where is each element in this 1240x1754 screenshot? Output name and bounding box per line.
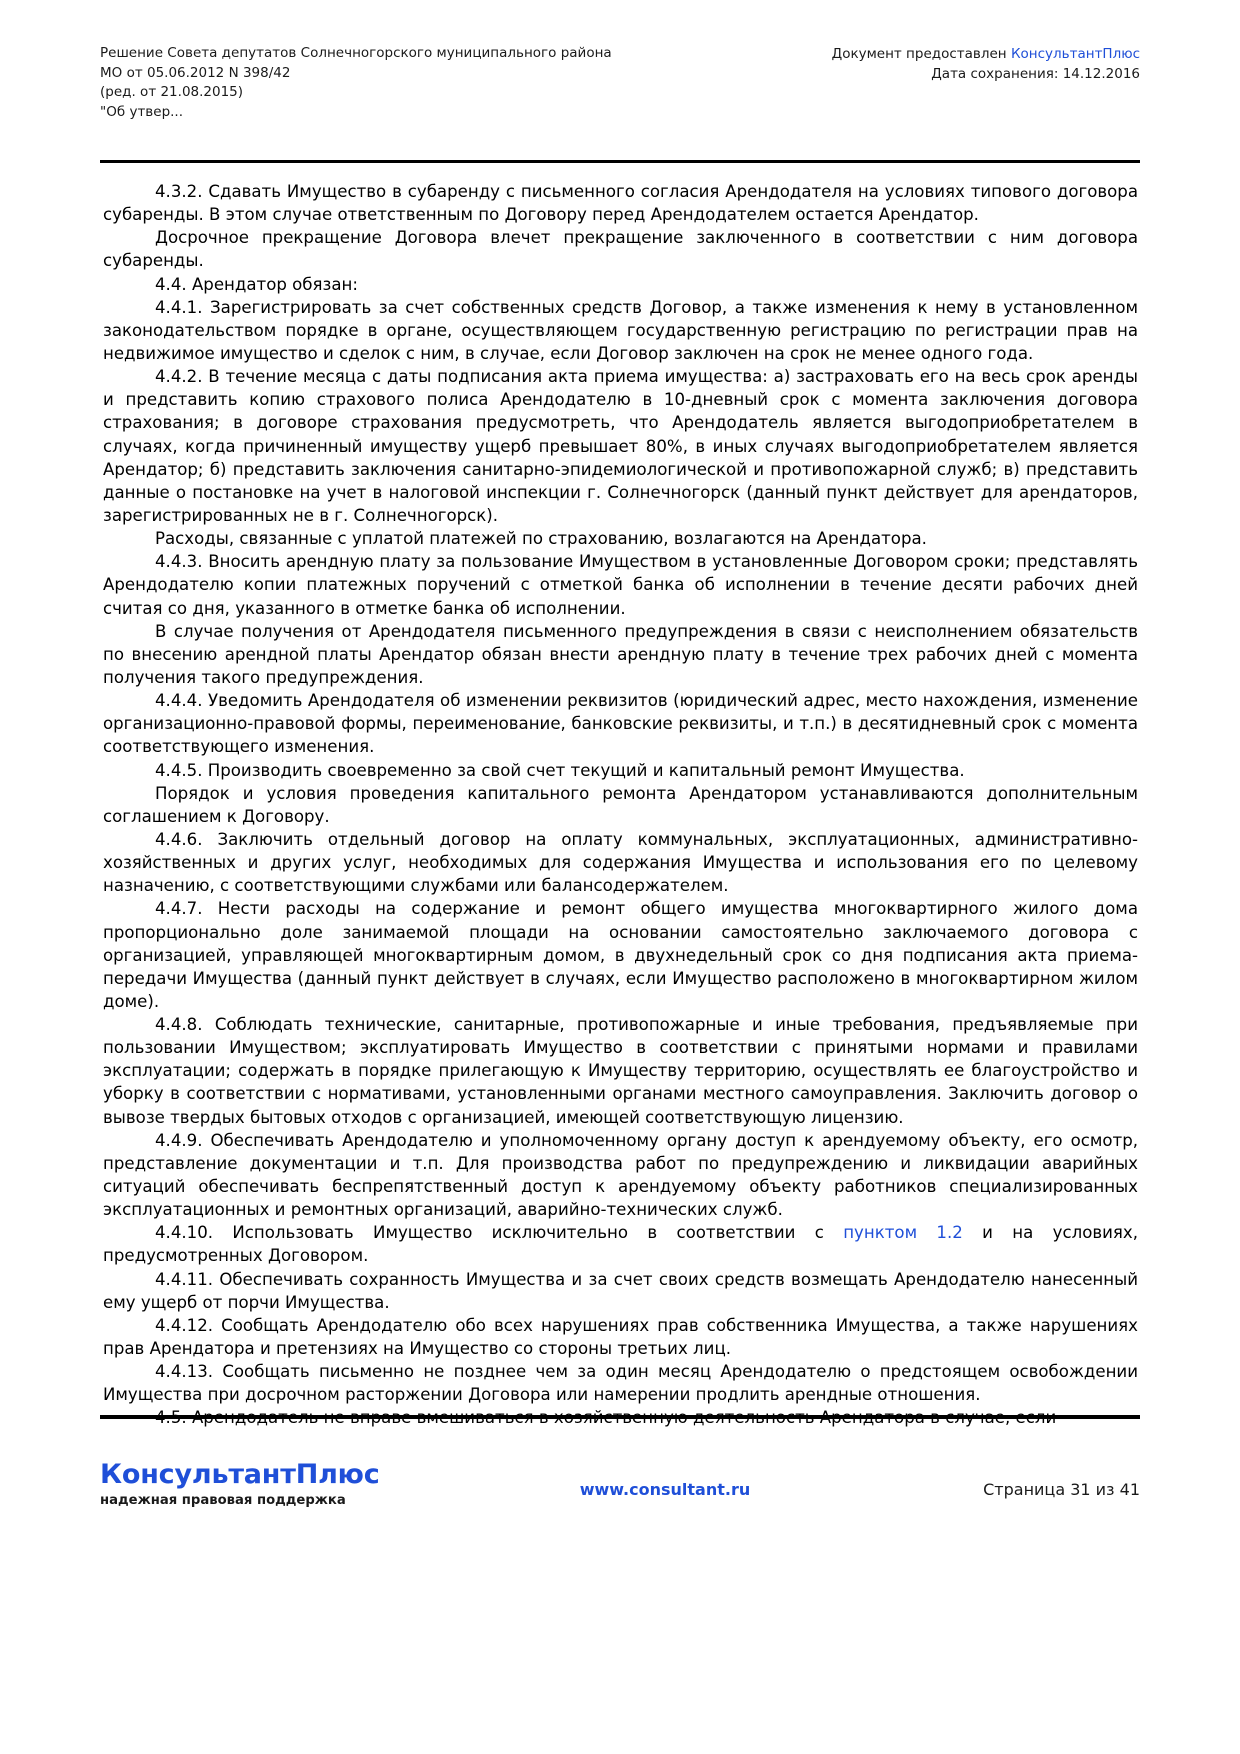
provided-by-block	[832, 44, 1140, 85]
paragraph-4-4-11: 4.4.11. Обеспечивать сохранность Имущества и за счет своих средств возмещать Арендодателю нанесенный ему ущерб от порчи Имущества.	[103, 1269, 1138, 1312]
footer-page-number: Страница 31 из 41	[983, 1480, 1140, 1499]
paragraph-v-sluchae: В случае получения от Арендодателя письменного предупреждения в связи с неисполнением обязательств по внесению арендной платы Арендатор обязан внести арендную плату в течение трех рабочих дней с момента получения такого предупреждения.	[103, 621, 1138, 687]
paragraph-4-4-4: 4.4.4. Уведомить Арендодателя об изменении реквизитов (юридический адрес, место нахождения, изменение организационно-правовой формы, переименование, банковские реквизиты, и т.п.) в десятидневный срок с момента соответствующего изменения.	[103, 691, 1138, 757]
paragraph-4-4-10	[103, 1221, 1138, 1267]
provided-by-line	[832, 44, 1140, 64]
footer-divider	[100, 1415, 1140, 1419]
link-punkt-1-2[interactable]: пунктом 1.2	[843, 1223, 963, 1243]
paragraph-4-4-6: 4.4.6. Заключить отдельный договор на оплату коммунальных, эксплуатационных, административно-хозяйственных и других услуг, необходимых для содержания Имущества и использования его по целевому назначению, с соответствующими службами или балансодержателем.	[103, 829, 1138, 896]
saved-date: Дата сохранения: 14.12.2016	[931, 66, 1140, 83]
paragraph-4-4-10-before: 4.4.10. Использовать Имущество исключительно в соответствии с	[155, 1223, 844, 1243]
page-footer	[100, 1452, 1140, 1542]
paragraph-4-4-10-after: и на условиях, предусмотренных Договором.	[103, 1223, 1138, 1266]
footer-site-link[interactable]: www.consultant.ru	[579, 1480, 751, 1499]
document-title-line-3: (ред. от 21.08.2015)	[100, 84, 244, 101]
footer-brand-tagline: надежная правовая поддержка	[100, 1492, 346, 1508]
paragraph-4-4-12: 4.4.12. Сообщать Арендодателю обо всех нарушениях прав собственника Имущества, а также нарушениях прав Арендатора и претензиях на Имущество со стороны третьих лиц.	[103, 1315, 1138, 1359]
page-header	[100, 44, 1140, 122]
document-title-line-4: "Об утвер...	[100, 103, 184, 120]
provided-by-prefix: Документ предоставлен	[831, 46, 1011, 62]
paragraph-4-4-3: 4.4.3. Вносить арендную плату за пользование Имуществом в установленные Договором сроки; представлять Арендодателю копии платежных поручений с отметкой банка об исполнении в течение десяти рабочих дней считая со дня, указанного в отметке банка об исполнении.	[103, 552, 1138, 618]
paragraph-4-4-9: 4.4.9. Обеспечивать Арендодателю и уполномоченному органу доступ к арендуемому объекту, его осмотр, представление документации и т.п. Для производства работ по предупреждению и ликвидации аварийных ситуаций обеспечивать беспрепятственный доступ к арендуемому объекту работников специализированных эксплуатационных и ремонтных организаций, аварийно-технических служб.	[103, 1130, 1138, 1220]
document-title-block	[100, 44, 612, 122]
paragraph-4-4-5: 4.4.5. Производить своевременно за свой счет текущий и капитальный ремонт Имущества.	[155, 760, 965, 780]
paragraph-dosrochnoe: Досрочное прекращение Договора влечет прекращение заключенного в соответствии с ним договора субаренды.	[103, 228, 1138, 271]
paragraph-4-4: 4.4. Арендатор обязан:	[155, 274, 358, 294]
paragraph-poryadok: Порядок и условия проведения капитального ремонта Арендатором устанавливаются дополнительным соглашением к Договору.	[103, 783, 1138, 826]
paragraph-4-3-2: 4.3.2. Сдавать Имущество в субаренду с письменного согласия Арендодателя на условиях типового договора субаренды. В этом случае ответственным по Договору перед Арендодателем остается Арендатор.	[103, 182, 1138, 225]
paragraph-4-4-2: 4.4.2. В течение месяца с даты подписания акта приема имущества: а) застраховать его на весь срок аренды и представить копию страхового полиса Арендодателю в 10-дневный срок с момента заключения договора страхования; в договоре страхования предусмотреть, что Арендодатель является выгодоприобретателем в случаях, когда причиненный имуществу ущерб превышает 80%, в иных случаях выгодоприобретателем является Арендатор; б) представить заключения санитарно-эпидемиологической и противопожарной служб; в) представить данные о постановке на учет в налоговой инспекции г. Солнечногорск (данный пункт действует для арендаторов, зарегистрированных не в г. Солнечногорск).	[103, 367, 1138, 525]
footer-brand-name: КонсультантПлюс	[100, 1459, 380, 1490]
paragraph-4-4-13: 4.4.13. Сообщать письменно не позднее чем за один месяц Арендодателю о предстоящем освобождении Имущества при досрочном расторжении Договора или намерении продлить арендные отношения.	[103, 1362, 1138, 1405]
paragraph-4-4-7: 4.4.7. Нести расходы на содержание и ремонт общего имущества многоквартирного жилого дома пропорционально доле занимаемой площади на основании самостоятельно заключаемого договора с организацией, управляющей многоквартирным домом, в двухнедельный срок со дня подписания акта приема-передачи Имущества (данный пункт действует в случаях, если Имущество расположено в многоквартирном жилом доме).	[103, 899, 1138, 1011]
document-title-line-1: Решение Совета депутатов Солнечногорского муниципального района	[100, 45, 612, 61]
footer-brand	[100, 1460, 430, 1508]
document-title-line-2: МО от 05.06.2012 N 398/42	[100, 64, 291, 81]
paragraph-4-4-1: 4.4.1. Зарегистрировать за счет собственных средств Договор, а также изменения к нему в установленном законодательством порядке в органе, осуществляющем государственную регистрацию по регистрации прав на недвижимое имущество и сделок с ним, в случае, если Договор заключен на срок не менее одного года.	[103, 297, 1138, 363]
paragraph-rashody: Расходы, связанные с уплатой платежей по страхованию, возлагаются на Арендатора.	[155, 529, 927, 549]
header-divider	[100, 160, 1140, 163]
paragraph-4-4-8: 4.4.8. Соблюдать технические, санитарные, противопожарные и иные требования, предъявляемые при пользовании Имуществом; эксплуатировать Имущество в соответствии с принятыми нормами и правилами эксплуатации; содержать в порядке прилегающую к Имуществу территорию, осуществлять ее благоустройство и уборку в соответствии с нормативами, установленными органами местного самоуправления. Заключить договор о вывозе твердых бытовых отходов с организацией, имеющей соответствующую лицензию.	[103, 1015, 1138, 1127]
consultant-brand-link[interactable]: КонсультантПлюс	[1010, 46, 1140, 62]
document-body	[103, 180, 1138, 1430]
